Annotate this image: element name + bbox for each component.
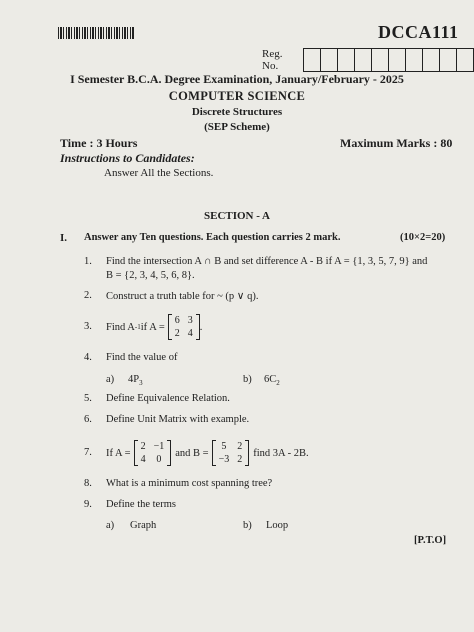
max-marks: Maximum Marks : 80 — [340, 136, 453, 150]
paper-code: DCCA111 — [378, 22, 459, 42]
matrix-cell: 3 — [187, 315, 193, 326]
sub-item-label: a) — [106, 374, 115, 385]
item-number: 2. — [84, 290, 92, 301]
item-text: Find the intersection A ∩ B and set difference A - B if A = {1, 3, 5, 7, 9} and — [106, 256, 428, 267]
reg-number-label: Reg. No. — [262, 48, 283, 72]
matrix-cell: 5 — [221, 441, 227, 452]
question-instruction: Answer any Ten questions. Each question carries 2 mark. — [84, 232, 341, 243]
reg-number-box — [304, 49, 321, 71]
sub-item-label: b) — [243, 520, 252, 531]
item-text: Define Equivalence Relation. — [106, 393, 230, 404]
question-marks: (10×2=20) — [400, 232, 446, 243]
matrix-cell: 2 — [237, 441, 243, 452]
item-text: Find A — [106, 321, 135, 333]
barcode — [58, 27, 134, 39]
item-text: find 3A - 2B. — [253, 447, 309, 459]
sub-item-text: Graph — [130, 520, 157, 531]
item-text: Find the value of — [106, 352, 178, 363]
reg-number-box — [440, 49, 457, 71]
item-number: 4. — [84, 352, 92, 363]
question-number: I. — [60, 232, 68, 244]
item-number: 1. — [84, 256, 92, 267]
matrix-cell: 2 — [140, 441, 146, 452]
reg-number-box — [355, 49, 372, 71]
item-text: . — [199, 321, 203, 333]
sub-item-label: a) — [106, 520, 115, 531]
superscript: -1 — [134, 323, 141, 331]
reg-number-box — [457, 49, 473, 71]
item-text: Construct a truth table for ~ (p ∨ q). — [106, 291, 259, 302]
scheme-title: (SEP Scheme) — [204, 121, 270, 133]
section-title: SECTION - A — [203, 210, 271, 222]
item-text: What is a minimum cost spanning tree? — [106, 478, 273, 489]
reg-number-box — [338, 49, 355, 71]
item-number: 8. — [84, 478, 92, 489]
matrix-cell: 2 — [174, 328, 180, 339]
item-number: 6. — [84, 414, 92, 425]
reg-number-box — [389, 49, 406, 71]
item-number: 3. — [84, 321, 92, 332]
item-number: 7. — [84, 447, 92, 458]
exam-title: I Semester B.C.A. Degree Examination, January/February - 2025 — [70, 72, 404, 86]
reg-number-box — [372, 49, 389, 71]
reg-number-boxes — [303, 48, 474, 72]
matrix-cell: 4 — [187, 328, 193, 339]
reg-number-field — [262, 49, 474, 71]
sub-item-text: $4P_3$ — [128, 374, 143, 388]
matrix-cell: −3 — [218, 454, 230, 465]
reg-number-box — [321, 49, 338, 71]
page-turn-note: [P.T.O] — [414, 535, 447, 546]
instructions-heading: Instructions to Candidates: — [60, 151, 195, 165]
sub-item-label: b) — [243, 374, 252, 385]
item-text-matrix — [106, 312, 202, 342]
item-text: Define the terms — [106, 499, 176, 510]
matrix-cell: 4 — [140, 454, 146, 465]
item-text-matrix — [106, 438, 309, 468]
paper-title: Discrete Structures — [191, 106, 283, 118]
reg-number-box — [406, 49, 423, 71]
item-text: and B = — [175, 447, 209, 459]
sub-item-text: Loop — [266, 520, 289, 531]
matrix-a — [134, 440, 172, 466]
matrix-cell: 2 — [237, 454, 243, 465]
item-text: If A = — [106, 447, 131, 459]
item-text: Define Unit Matrix with example. — [106, 414, 250, 425]
subject-title: COMPUTER SCIENCE — [168, 89, 306, 103]
reg-number-box — [423, 49, 440, 71]
item-text: if A = — [140, 321, 165, 333]
matrix — [168, 314, 200, 340]
exam-time: Time : 3 Hours — [60, 136, 138, 150]
sub-item-text: $6C_2$ — [264, 374, 280, 388]
matrix-cell: −1 — [153, 441, 165, 452]
matrix-cell: 0 — [156, 454, 162, 465]
matrix-b — [212, 440, 250, 466]
matrix-cell: 6 — [174, 315, 180, 326]
item-number: 9. — [84, 499, 92, 510]
instructions-text: Answer All the Sections. — [104, 167, 214, 179]
item-number: 5. — [84, 393, 92, 404]
item-text: B = {2, 3, 4, 5, 6, 8}. — [106, 270, 195, 281]
